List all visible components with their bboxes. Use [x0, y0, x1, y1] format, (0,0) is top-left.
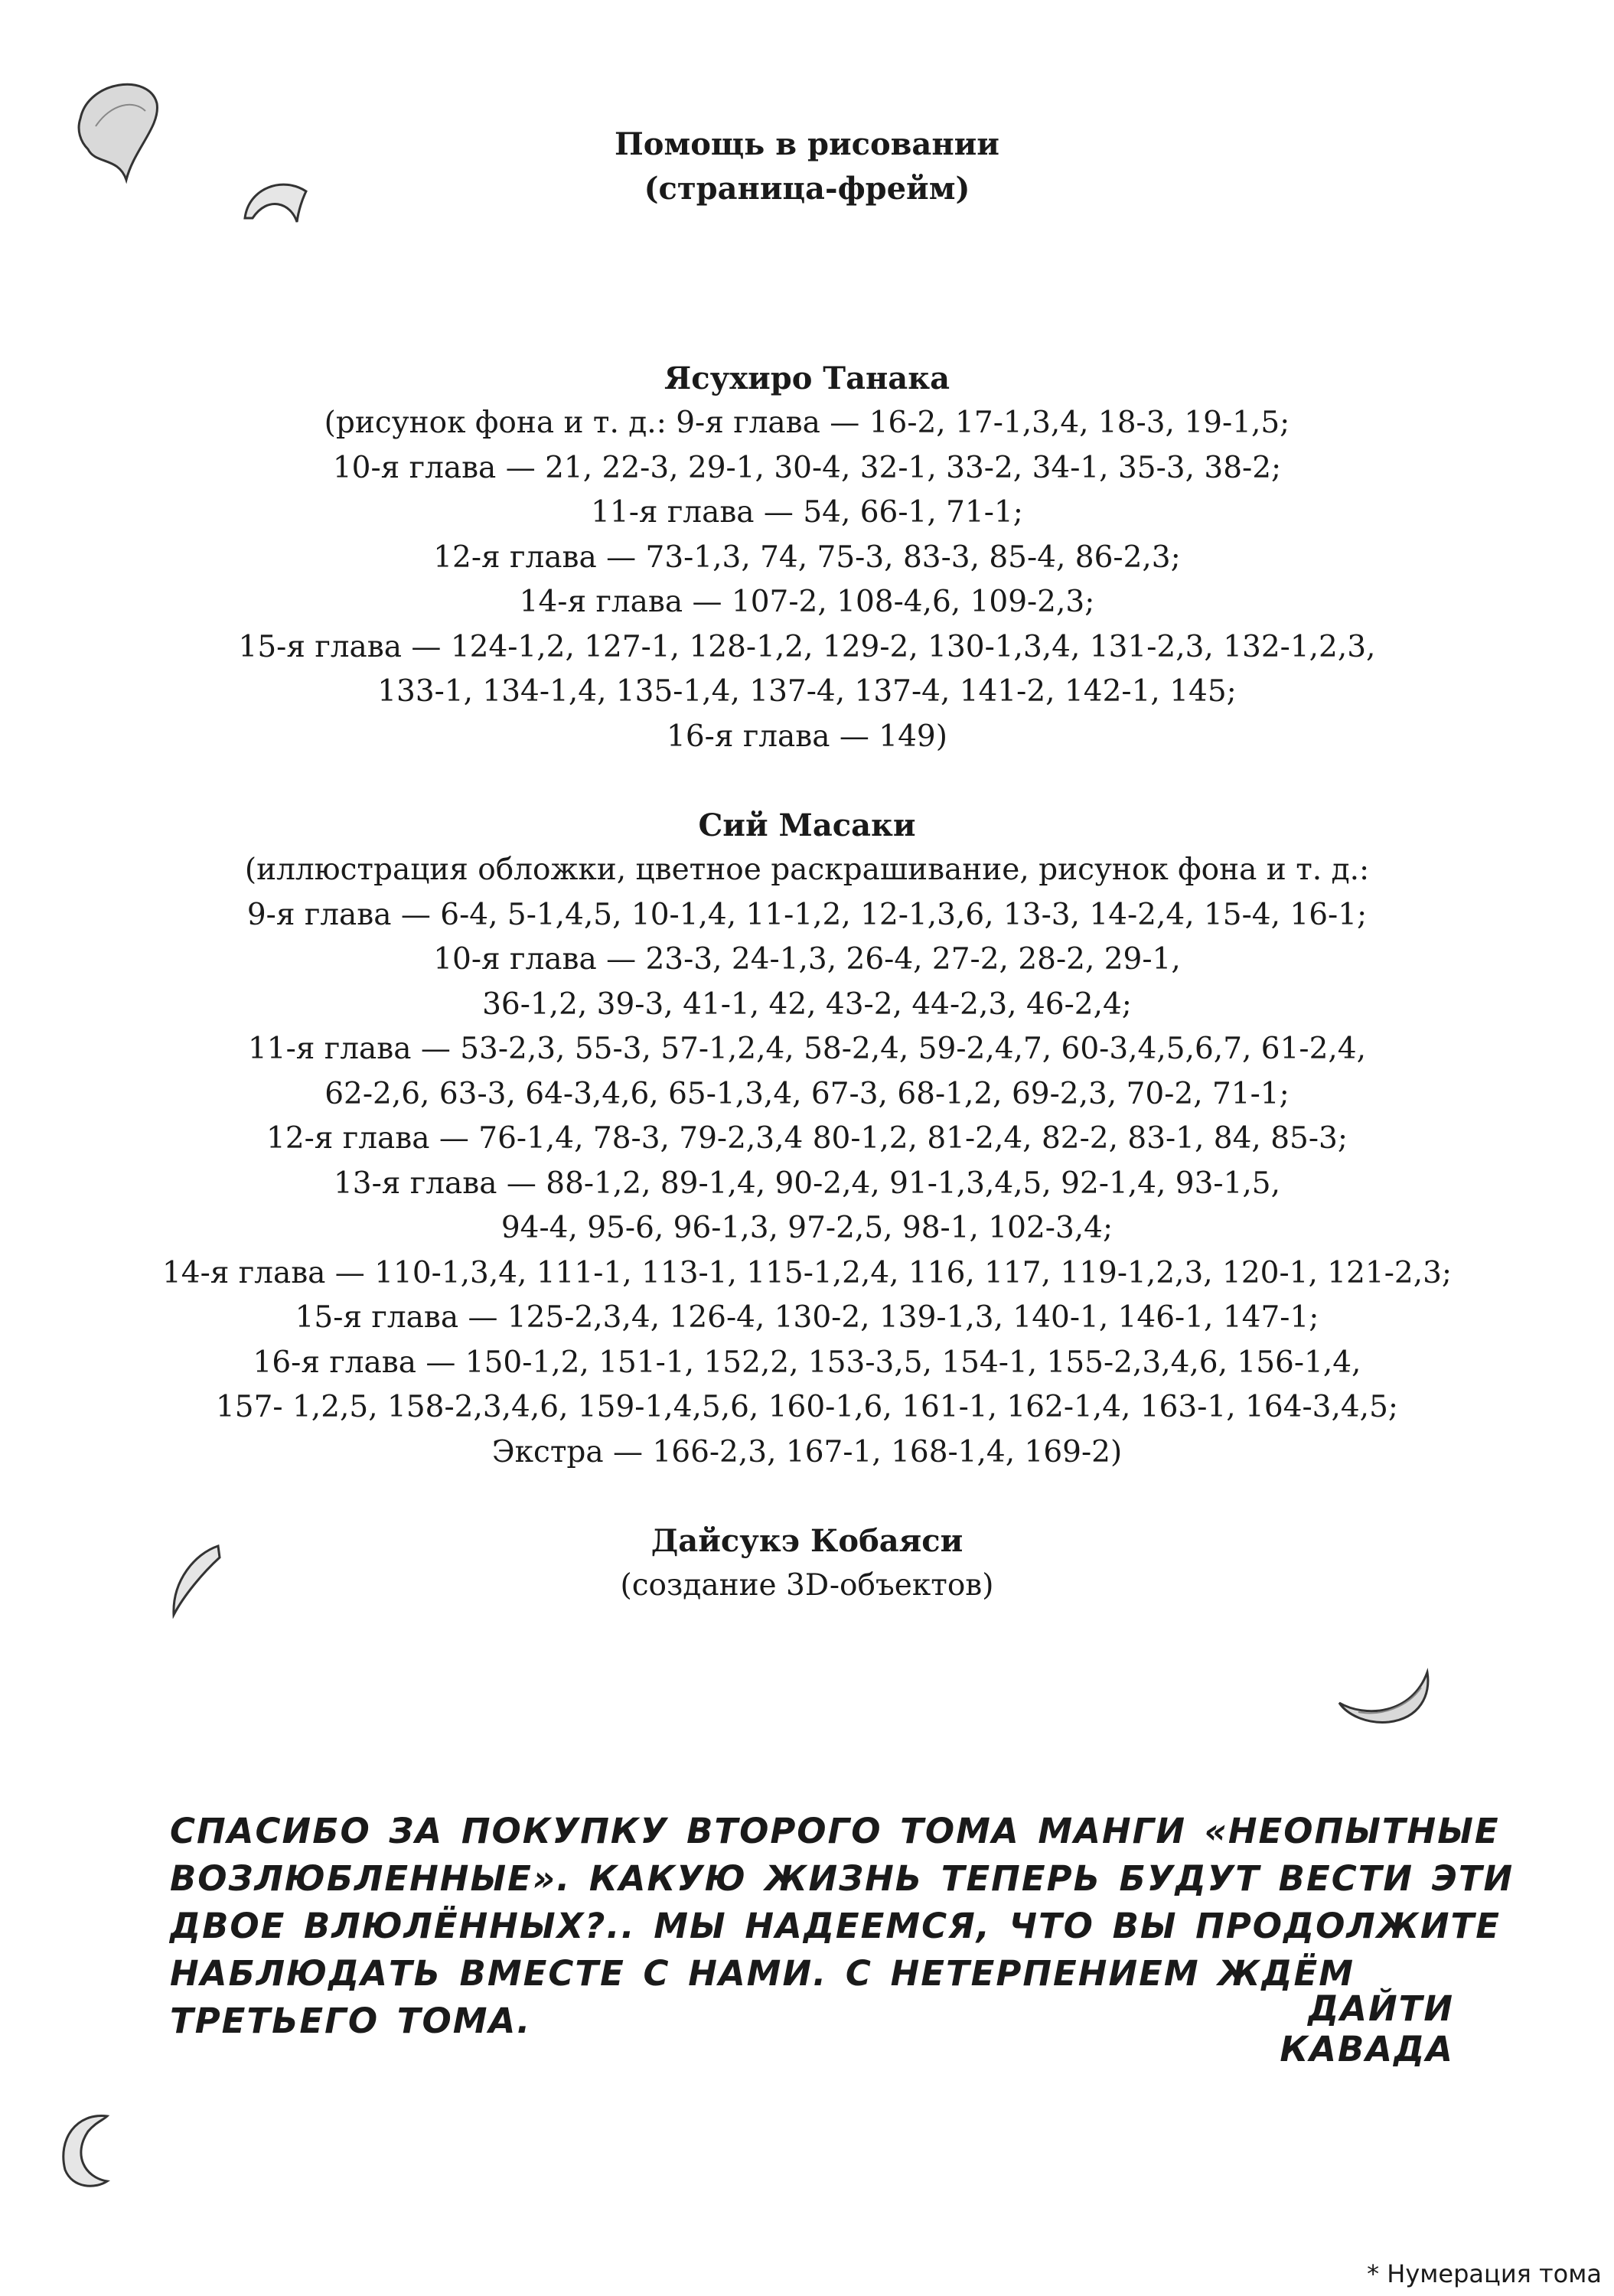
message-line: НАБЛЮДАТЬ ВМЕСТЕ С НАМИ. С НЕТЕРПЕНИЕМ ЖДЁМ [170, 1953, 1355, 1994]
masaki-line: 94-4, 95-6, 96-1,3, 97-2,5, 98-1, 102-3,4; [501, 1211, 1113, 1245]
masaki-line: 62-2,6, 63-3, 64-3,4,6, 65-1,3,4, 67-3, 68-1,2, 69-2,3, 70-2, 71-1; [324, 1076, 1290, 1111]
credits [0, 122, 1614, 1609]
author-signature: ДАЙТИ КАВАДА [1280, 1988, 1454, 2069]
masaki-line: (иллюстрация обложки, цветное раскрашивание, рисунок фона и т. д.: [244, 853, 1370, 887]
tanaka-line: 15-я глава — 124-1,2, 127-1, 128-1,2, 129-2, 130-1,3,4, 131-2,3, 132-1,2,3, [238, 629, 1376, 664]
tanaka-block [0, 357, 1614, 759]
masaki-line: 16-я глава — 150-1,2, 151-1, 152,2, 153-3,5, 154-1, 155-2,3,4,6, 156-1,4, [253, 1345, 1361, 1380]
message-line: ТРЕТЬЕГО ТОМА. [170, 2001, 532, 2041]
footnote: * Нумерация тома [1367, 2259, 1602, 2288]
masaki-line: 9-я глава — 6-4, 5-1,4,5, 10-1,4, 11-1,2, 12-1,3,6, 13-3, 14-2,4, 15-4, 16-1; [246, 897, 1368, 932]
masaki-line: 157- 1,2,5, 158-2,3,4,6, 159-1,4,5,6, 160-1,6, 161-1, 162-1,4, 163-1, 164-3,4,5; [215, 1390, 1399, 1424]
masaki-line: 13-я глава — 88-1,2, 89-1,4, 90-2,4, 91-1,3,4,5, 92-1,4, 93-1,5, [333, 1166, 1280, 1201]
masaki-line: 15-я глава — 125-2,3,4, 126-4, 130-2, 139-1,3, 140-1, 146-1, 147-1; [295, 1300, 1319, 1335]
masaki-line: 14-я глава — 110-1,3,4, 111-1, 113-1, 115-1,2,4, 116, 117, 119-1,2,3, 120-1, 121-2,3; [161, 1255, 1453, 1290]
tanaka-line: 12-я глава — 73-1,3, 74, 75-3, 83-3, 85-4, 86-2,3; [433, 540, 1181, 575]
helper-subtitle: (страница-фрейм) [644, 171, 970, 207]
masaki-line: 36-1,2, 39-3, 41-1, 42, 43-2, 44-2,3, 46-2,4; [482, 987, 1132, 1022]
tanaka-line: 16-я глава — 149) [667, 719, 947, 754]
kobayashi-name: Дайсукэ Кобаяси [650, 1523, 964, 1559]
tanaka-line: 10-я глава — 21, 22-3, 29-1, 30-4, 32-1, 33-2, 34-1, 35-3, 38-2; [332, 450, 1282, 485]
tanaka-line: 14-я глава — 107-2, 108-4,6, 109-2,3; [519, 585, 1095, 619]
masaki-line: 10-я глава — 23-3, 24-1,3, 26-4, 27-2, 28-2, 29-1, [433, 942, 1181, 977]
masaki-line: Экстра — 166-2,3, 167-1, 168-1,4, 169-2) [491, 1434, 1123, 1469]
message-line: СПАСИБО ЗА ПОКУПКУ ВТОРОГО ТОМА МАНГИ «НЕОПЫТНЫЕ [170, 1811, 1500, 1851]
masaki-block [0, 804, 1614, 1475]
tanaka-line: 133-1, 134-1,4, 135-1,4, 137-4, 137-4, 141-2, 142-1, 145; [377, 674, 1237, 709]
petal-icon [1335, 1665, 1435, 1726]
tanaka-name: Ясухиро Танака [664, 360, 950, 396]
message-line: ДВОЕ ВЛЮЛЁННЫХ?.. МЫ НАДЕЕМСЯ, ЧТО ВЫ ПРОДОЛЖИТЕ [170, 1906, 1501, 1946]
helper-title: Помощь в рисовании [615, 126, 999, 162]
petal-icon [54, 2108, 115, 2193]
helper-block [0, 122, 1614, 211]
tanaka-line: (рисунок фона и т. д.: 9-я глава — 16-2, 17-1,3,4, 18-3, 19-1,5; [324, 406, 1290, 440]
masaki-name: Сий Масаки [698, 807, 916, 843]
kobayashi-role: (создание 3D-объектов) [620, 1568, 994, 1603]
kobayashi-block [0, 1519, 1614, 1609]
message-line: ВОЗЛЮБЛЕННЫЕ». КАКУЮ ЖИЗНЬ ТЕПЕРЬ БУДУТ ВЕСТИ ЭТИ [170, 1858, 1515, 1899]
masaki-line: 11-я глава — 53-2,3, 55-3, 57-1,2,4, 58-2,4, 59-2,4,7, 60-3,4,5,6,7, 61-2,4, [247, 1032, 1367, 1066]
tanaka-line: 11-я глава — 54, 66-1, 71-1; [591, 495, 1023, 530]
masaki-line: 12-я глава — 76-1,4, 78-3, 79-2,3,4 80-1,2, 81-2,4, 82-2, 83-1, 84, 85-3; [266, 1121, 1348, 1156]
